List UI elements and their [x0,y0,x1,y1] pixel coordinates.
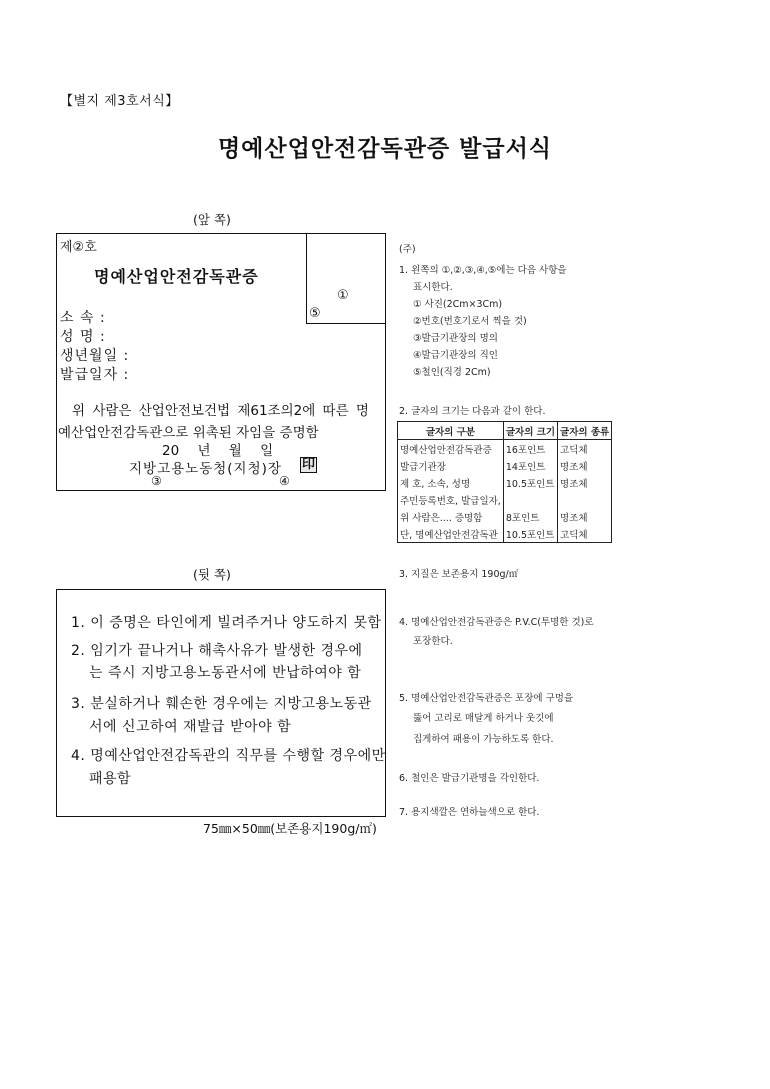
table-row [398,457,612,474]
note-1: 1. 왼쪽의 ①,②,③,④,⑤에는 다음 사항을 [399,265,567,276]
back-item-3-cont: 서에 신고하여 재발급 받아야 함 [89,719,292,735]
table-header-category: 글자의 구분 [398,422,504,440]
back-item-1: 1. 이 증명은 타인에게 빌려주거나 양도하지 못함 [71,615,382,631]
photo-area [306,233,386,324]
table-cell [558,491,612,508]
back-side-label: (뒷 쪽) [193,567,231,582]
document-title: 명예산업안전감독관증 발급서식 [217,136,553,162]
back-item-2-cont: 는 즉시 지방고용노동관서에 반납하여야 함 [89,665,362,681]
note-4-cont: 포장한다. [413,636,453,647]
field-name: 성 명 : [60,329,106,345]
card-size-note: 75㎜×50㎜(보존용지190g/㎡) [203,821,377,836]
notes-heading: (주) [399,244,416,255]
issuer-name-marker: ③ [151,474,162,488]
note-5-cont-1: 뚫어 고리로 매달게 하거나 웃깃에 [413,713,554,724]
table-cell: 10.5포인트 [503,525,557,543]
back-item-2: 2. 임기가 끝나거나 해촉사유가 발생한 경우에 [71,643,363,659]
note-3: 3. 지질은 보존용지 190g/㎡ [399,569,519,580]
back-item-3: 3. 분실하거나 훼손한 경우에는 지방고용노동관 [71,696,372,712]
back-item-4-cont: 패용함 [89,771,132,787]
note-6: 6. 철인은 발급기관명을 각인한다. [399,773,540,784]
card-front [56,233,386,491]
note-1-cont: 표시한다. [413,282,453,293]
table-cell: 제 호, 소속, 성명 [398,474,504,491]
table-row [398,491,612,508]
field-affiliation: 소 속 : [60,310,106,326]
table-header-type: 글자의 종류 [558,422,612,440]
seal-marker: ⑤ [309,306,321,321]
table-cell: 고딕체 [558,440,612,458]
table-cell: 16포인트 [503,440,557,458]
note-7: 7. 용지색깔은 연하늘색으로 한다. [399,807,540,818]
note-1-sub-5: ⑤철인(직경 2Cm) [413,367,491,378]
table-cell: 발급기관장 [398,457,504,474]
stamp-icon: 印 [302,457,316,472]
table-cell: 명예산업안전감독관증 [398,440,504,458]
card-number: 제②호 [60,240,97,255]
certification-date: 20 년 월 일 [162,443,274,459]
note-1-sub-3: ③발급기관장의 명의 [413,333,498,344]
form-label: 【별지 제3호서식】 [60,94,179,109]
note-1-sub-1: ① 사진(2Cm×3Cm) [413,299,503,310]
table-cell: 단, 명예산업안전감독관 [398,525,504,543]
table-cell: 위 사람은.... 증명함 [398,508,504,525]
card-title: 명예산업안전감독관증 [94,267,259,286]
note-2: 2. 글자의 크기는 다음과 같이 한다. [399,406,546,417]
table-cell: 14포인트 [503,457,557,474]
table-cell [503,491,557,508]
certification-text-line2: 예산업안전감독관으로 위촉된 자임을 증명함 [58,425,319,441]
photo-marker: ① [337,288,349,303]
table-row [398,440,612,458]
back-item-4: 4. 명예산업안전감독관의 직무를 수행할 경우에만 [71,748,386,764]
table-cell: 10.5포인트 [503,474,557,491]
table-row [398,474,612,491]
note-5: 5. 명예산업안전감독관증은 포장에 구멍을 [399,693,574,704]
field-birthdate: 생년월일 : [60,348,130,364]
issuer-title: 지방고용노동청(지청)장 [129,461,282,477]
table-cell: 명조체 [558,508,612,525]
note-1-sub-2: ②번호(번호기로서 찍을 것) [413,316,527,327]
table-row [398,525,612,543]
front-side-label: (앞 쪽) [193,212,231,227]
table-row [398,508,612,525]
card-back [56,589,386,817]
font-size-table [397,421,612,543]
table-cell: 명조체 [558,457,612,474]
note-5-cont-2: 집게하여 패용이 가능하도록 한다. [413,734,554,745]
table-cell: 명조체 [558,474,612,491]
note-4: 4. 명예산업안전감독관증은 P.V.C(투명한 것)로 [399,617,594,628]
certification-text-line1: 위 사람은 산업안전보건법 제61조의2에 따른 명 [72,403,369,419]
table-cell: 8포인트 [503,508,557,525]
table-header-size: 글자의 크기 [503,422,557,440]
issuer-seal-marker: ④ [279,474,290,488]
note-1-sub-4: ④발급기관장의 직인 [413,350,498,361]
field-issue-date: 발급일자 : [60,367,130,383]
table-cell: 고딕체 [558,525,612,543]
table-cell: 주민등록번호, 발급일자, [398,491,504,508]
